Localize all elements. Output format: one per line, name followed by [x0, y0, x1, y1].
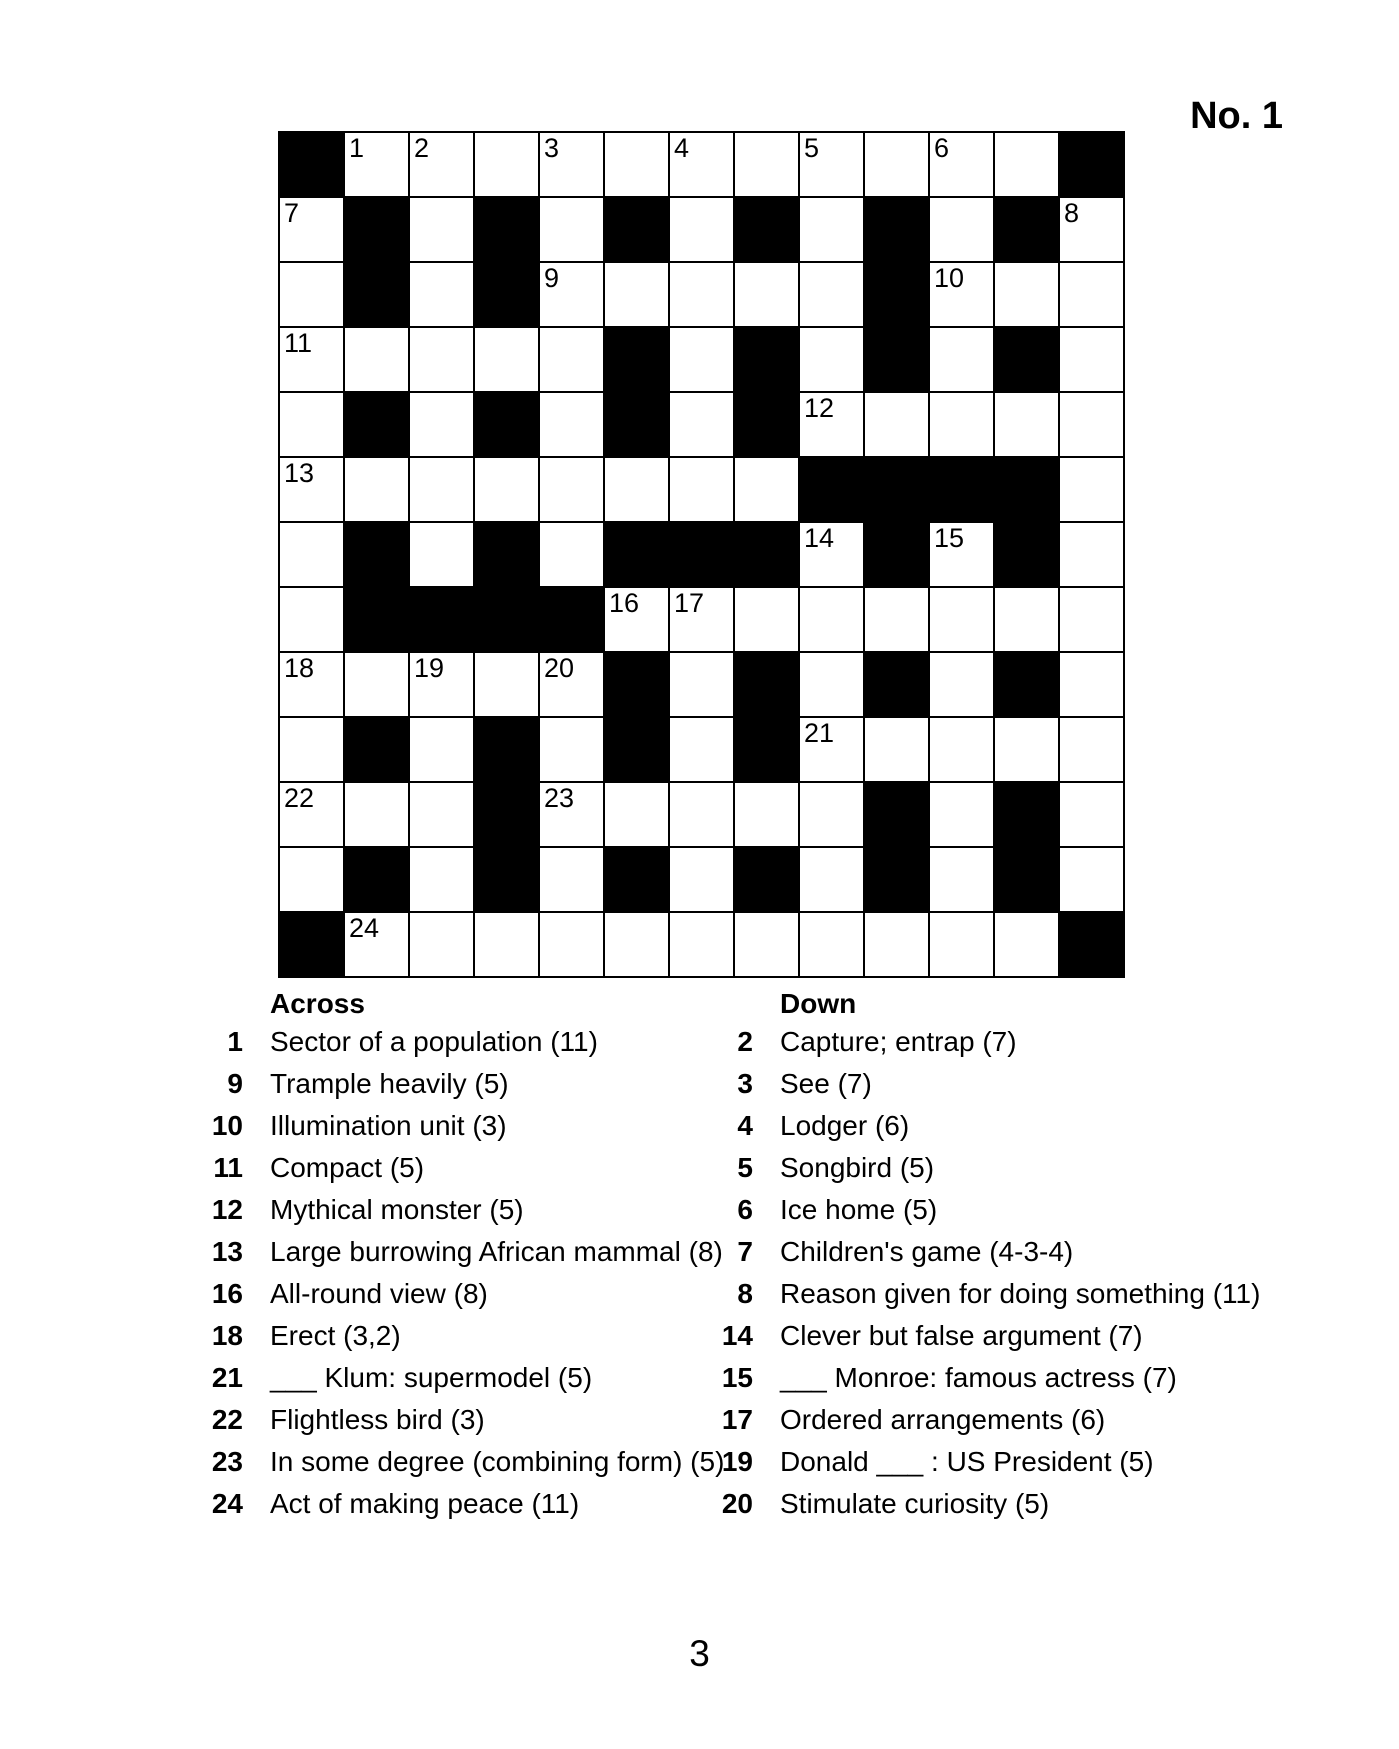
grid-cell	[540, 913, 603, 976]
grid-cell	[930, 133, 993, 196]
cell-number: 17	[674, 588, 705, 618]
down-clue-14	[708, 1320, 1260, 1352]
cell-number: 21	[804, 718, 835, 748]
down-clue-15	[708, 1362, 1260, 1394]
grid-cell	[280, 718, 343, 781]
cell-number: 5	[804, 133, 820, 163]
clue-text: Compact (5)	[270, 1152, 425, 1183]
clue-number: 3	[737, 1068, 753, 1099]
grid-cell	[800, 198, 863, 261]
grid-cell	[540, 848, 603, 911]
grid-cell-black	[865, 198, 928, 261]
grid-cell	[670, 133, 733, 196]
down-clue-20	[708, 1488, 1260, 1520]
across-clues-column	[198, 988, 724, 1520]
clue-text: Lodger (6)	[780, 1110, 910, 1141]
grid-cell	[670, 783, 733, 846]
clue-text: Illumination unit (3)	[270, 1110, 507, 1141]
clue-number: 16	[211, 1278, 243, 1309]
down-clue-6	[708, 1194, 1260, 1226]
grid-cell	[930, 913, 993, 976]
grid-cell-black	[930, 458, 993, 521]
grid-cell	[605, 913, 668, 976]
grid-cell-black	[475, 718, 538, 781]
grid-cell	[605, 263, 668, 326]
grid-cell	[670, 848, 733, 911]
cell-number: 8	[1064, 198, 1080, 228]
grid-cell	[1060, 458, 1123, 521]
grid-cell-black	[540, 588, 603, 651]
cell-number: 23	[544, 783, 575, 813]
across-clue-24	[198, 1488, 724, 1520]
clue-number: 18	[211, 1320, 243, 1351]
grid-cell-black	[345, 588, 408, 651]
page-number: 3	[689, 1633, 710, 1674]
grid-cell	[1060, 653, 1123, 716]
cell-number: 22	[284, 783, 315, 813]
grid-cell	[930, 718, 993, 781]
grid-cell	[345, 653, 408, 716]
clue-text: Mythical monster (5)	[270, 1194, 524, 1225]
grid-cell-black	[1060, 133, 1123, 196]
grid-cell	[800, 913, 863, 976]
grid-cell	[1060, 848, 1123, 911]
grid-cell	[670, 913, 733, 976]
grid-cell	[670, 263, 733, 326]
clue-text: Reason given for doing something (11)	[780, 1278, 1261, 1309]
grid-cell-black	[865, 523, 928, 586]
cell-number: 9	[544, 263, 560, 293]
clue-text: Donald ___ : US President (5)	[780, 1446, 1154, 1477]
cell-number: 3	[544, 133, 560, 163]
grid-cell	[540, 783, 603, 846]
clue-text: Capture; entrap (7)	[780, 1026, 1017, 1057]
grid-cell	[540, 133, 603, 196]
grid-cell-black	[995, 328, 1058, 391]
grid-cell-black	[670, 523, 733, 586]
grid-cell	[540, 198, 603, 261]
grid-cell-black	[865, 263, 928, 326]
grid-cell-black	[475, 393, 538, 456]
cell-number: 15	[934, 523, 965, 553]
grid-cell-black	[345, 263, 408, 326]
grid-cell	[865, 133, 928, 196]
grid-cell	[800, 653, 863, 716]
clue-text: All-round view (8)	[270, 1278, 488, 1309]
cell-number: 10	[934, 263, 965, 293]
grid-cell	[345, 913, 408, 976]
grid-cell	[475, 328, 538, 391]
grid-cell	[735, 783, 798, 846]
grid-cell	[605, 783, 668, 846]
grid-cell	[1060, 783, 1123, 846]
grid-cell	[930, 523, 993, 586]
down-clue-19	[708, 1446, 1260, 1478]
grid-cell	[995, 588, 1058, 651]
grid-cell	[930, 783, 993, 846]
across-clue-10	[198, 1110, 724, 1142]
grid-cell	[280, 523, 343, 586]
grid-cell	[995, 133, 1058, 196]
grid-cell-black	[735, 718, 798, 781]
grid-cell-black	[345, 523, 408, 586]
across-clue-9	[198, 1068, 724, 1100]
grid-cell	[930, 263, 993, 326]
cell-number: 13	[284, 458, 315, 488]
grid-cell	[800, 783, 863, 846]
clue-number: 7	[737, 1236, 753, 1267]
down-clue-4	[708, 1110, 1260, 1142]
grid-cell	[735, 263, 798, 326]
grid-cell	[280, 653, 343, 716]
across-clue-11	[198, 1152, 724, 1184]
clue-number: 9	[227, 1068, 243, 1099]
grid-cell-black	[345, 848, 408, 911]
grid-cell	[410, 328, 473, 391]
grid-cell	[410, 913, 473, 976]
clue-number: 12	[211, 1194, 243, 1225]
grid-cell	[1060, 718, 1123, 781]
grid-cell	[410, 458, 473, 521]
grid-cell	[735, 133, 798, 196]
clue-text: Act of making peace (11)	[270, 1488, 580, 1519]
clue-number: 17	[721, 1404, 753, 1435]
grid-cell-black	[735, 523, 798, 586]
clue-text: Songbird (5)	[780, 1152, 935, 1183]
grid-cell	[605, 458, 668, 521]
grid-cell-black	[280, 133, 343, 196]
grid-cell	[605, 133, 668, 196]
grid-cell-black	[1060, 913, 1123, 976]
grid-cell	[1060, 588, 1123, 651]
grid-cell	[995, 263, 1058, 326]
grid-cell	[930, 653, 993, 716]
clue-number: 19	[721, 1446, 753, 1477]
grid-cell-black	[865, 653, 928, 716]
grid-cell-black	[345, 198, 408, 261]
clue-number: 1	[227, 1026, 243, 1057]
grid-cell-black	[800, 458, 863, 521]
grid-cell	[800, 328, 863, 391]
crossword-grid	[278, 131, 1125, 978]
grid-cell	[280, 263, 343, 326]
clue-number: 24	[211, 1488, 243, 1519]
grid-cell-black	[735, 848, 798, 911]
grid-cell	[280, 588, 343, 651]
cell-number: 20	[544, 653, 575, 683]
down-header: Down	[780, 988, 857, 1019]
grid-cell	[800, 523, 863, 586]
grid-cell	[605, 588, 668, 651]
across-clue-1	[198, 1026, 724, 1058]
grid-cell	[280, 328, 343, 391]
grid-cell	[410, 393, 473, 456]
grid-cell	[670, 458, 733, 521]
clue-text: Clever but false argument (7)	[780, 1320, 1143, 1351]
grid-cell-black	[475, 588, 538, 651]
grid-cell-black	[345, 393, 408, 456]
across-clue-12	[198, 1194, 724, 1226]
grid-cell-black	[995, 653, 1058, 716]
grid-cell	[1060, 393, 1123, 456]
clue-text: See (7)	[780, 1068, 872, 1099]
clue-number: 8	[737, 1278, 753, 1309]
grid-cell-black	[865, 328, 928, 391]
clue-text: Trample heavily (5)	[270, 1068, 509, 1099]
grid-cell-black	[345, 718, 408, 781]
grid-cell	[930, 393, 993, 456]
grid-cell	[345, 458, 408, 521]
grid-cell-black	[475, 848, 538, 911]
down-clues-column	[708, 988, 1260, 1520]
clue-text: In some degree (combining form) (5)	[270, 1446, 725, 1477]
grid-cell	[800, 263, 863, 326]
grid-cell-black	[280, 913, 343, 976]
clue-number: 21	[211, 1362, 243, 1393]
grid-cell-black	[735, 653, 798, 716]
clue-text: Flightless bird (3)	[270, 1404, 485, 1435]
across-clue-23	[198, 1446, 724, 1478]
grid-cell-black	[605, 393, 668, 456]
grid-cell	[670, 653, 733, 716]
grid-cell	[410, 718, 473, 781]
grid-cell	[410, 848, 473, 911]
clue-number: 14	[721, 1320, 753, 1351]
down-clue-3	[708, 1068, 1260, 1100]
clue-text: Erect (3,2)	[270, 1320, 401, 1351]
grid-cell	[735, 913, 798, 976]
grid-cell	[475, 913, 538, 976]
down-clue-2	[708, 1026, 1260, 1058]
grid-cell	[865, 393, 928, 456]
grid-cell-black	[475, 263, 538, 326]
grid-cell	[540, 718, 603, 781]
clue-text: Large burrowing African mammal (8)	[270, 1236, 723, 1267]
grid-cell	[800, 718, 863, 781]
grid-cell	[995, 913, 1058, 976]
grid-cell	[540, 328, 603, 391]
grid-cell	[540, 393, 603, 456]
grid-cell	[475, 133, 538, 196]
grid-cell	[280, 848, 343, 911]
grid-cell-black	[605, 653, 668, 716]
grid-cell-black	[735, 328, 798, 391]
puzzle-title: No. 1	[1190, 95, 1283, 137]
grid-cell-black	[995, 458, 1058, 521]
grid-cell	[540, 653, 603, 716]
cell-number: 18	[284, 653, 315, 683]
grid-cell	[670, 588, 733, 651]
grid-cell	[995, 718, 1058, 781]
clue-number: 2	[737, 1026, 753, 1057]
down-clue-7	[708, 1236, 1260, 1268]
cell-number: 4	[674, 133, 690, 163]
grid-cell-black	[605, 718, 668, 781]
across-clue-18	[198, 1320, 724, 1352]
down-clue-17	[708, 1404, 1260, 1436]
grid-cell	[410, 653, 473, 716]
grid-cell-black	[605, 848, 668, 911]
grid-cell-black	[995, 198, 1058, 261]
cell-number: 14	[804, 523, 835, 553]
grid-cell	[540, 263, 603, 326]
across-clue-21	[198, 1362, 724, 1394]
grid-cell-black	[865, 783, 928, 846]
grid-cell	[735, 588, 798, 651]
cell-number: 12	[804, 393, 835, 423]
grid-cell	[865, 718, 928, 781]
across-header: Across	[270, 988, 365, 1019]
grid-cell	[995, 393, 1058, 456]
grid-cell-black	[995, 783, 1058, 846]
cell-number: 2	[414, 133, 430, 163]
grid-cell	[410, 133, 473, 196]
grid-cell	[670, 718, 733, 781]
across-clue-16	[198, 1278, 724, 1310]
clue-number: 6	[737, 1194, 753, 1225]
cell-number: 19	[414, 653, 445, 683]
grid-cell	[345, 328, 408, 391]
clue-text: Ordered arrangements (6)	[780, 1404, 1106, 1435]
grid-cell-black	[410, 588, 473, 651]
grid-cell	[865, 913, 928, 976]
grid-cell-black	[605, 198, 668, 261]
grid-cell	[540, 458, 603, 521]
clue-number: 4	[737, 1110, 753, 1141]
grid-cell-black	[995, 523, 1058, 586]
grid-cell-black	[605, 328, 668, 391]
down-clue-list	[708, 1026, 1260, 1520]
grid-cell	[930, 328, 993, 391]
grid-cell	[670, 393, 733, 456]
grid-cell	[1060, 328, 1123, 391]
grid-cell-black	[475, 198, 538, 261]
grid-cell	[475, 458, 538, 521]
grid-cell	[410, 523, 473, 586]
grid-cell-black	[995, 848, 1058, 911]
clue-text: ___ Monroe: famous actress (7)	[780, 1362, 1177, 1393]
across-clue-13	[198, 1236, 724, 1268]
grid-cell-black	[475, 783, 538, 846]
grid-cell	[410, 198, 473, 261]
cell-number: 1	[349, 133, 365, 163]
grid-cell	[670, 328, 733, 391]
grid-cell	[865, 588, 928, 651]
grid-cell	[800, 588, 863, 651]
grid-cell	[800, 133, 863, 196]
grid-cell-black	[865, 848, 928, 911]
grid-cell	[280, 393, 343, 456]
clue-number: 15	[721, 1362, 753, 1393]
grid-cell	[800, 393, 863, 456]
clue-number: 11	[213, 1152, 243, 1183]
clue-number: 22	[211, 1404, 243, 1435]
grid-cell	[735, 458, 798, 521]
grid-cell	[280, 458, 343, 521]
clue-number: 5	[737, 1152, 753, 1183]
grid-cell	[345, 133, 408, 196]
cell-number: 16	[609, 588, 640, 618]
cell-number: 6	[934, 133, 950, 163]
cell-number: 24	[349, 913, 380, 943]
grid-cell	[670, 198, 733, 261]
grid-cell	[1060, 523, 1123, 586]
clue-number: 13	[211, 1236, 243, 1267]
grid-cell-black	[475, 523, 538, 586]
grid-cell	[930, 198, 993, 261]
grid-cell-black	[605, 523, 668, 586]
clue-text: Stimulate curiosity (5)	[780, 1488, 1050, 1519]
grid-cell	[410, 783, 473, 846]
down-clue-8	[708, 1278, 1260, 1310]
cell-number: 11	[284, 328, 313, 358]
grid-cell	[1060, 263, 1123, 326]
grid-cell-black	[735, 393, 798, 456]
grid-cell	[930, 588, 993, 651]
clue-text: Ice home (5)	[780, 1194, 938, 1225]
down-clue-5	[708, 1152, 1260, 1184]
grid-cell	[475, 653, 538, 716]
grid-cell	[410, 263, 473, 326]
across-clue-22	[198, 1404, 724, 1436]
clue-text: ___ Klum: supermodel (5)	[270, 1362, 593, 1393]
cell-number: 7	[284, 198, 300, 228]
grid-cell	[1060, 198, 1123, 261]
grid-cell	[800, 848, 863, 911]
across-clue-list	[198, 1026, 724, 1520]
grid-cell	[345, 783, 408, 846]
grid-cell-black	[735, 198, 798, 261]
grid-cell-black	[865, 458, 928, 521]
clue-number: 10	[211, 1110, 243, 1141]
grid-cell	[540, 523, 603, 586]
clue-number: 23	[211, 1446, 243, 1477]
grid-cell	[280, 783, 343, 846]
grid-cell	[280, 198, 343, 261]
grid-cell	[930, 848, 993, 911]
clue-number: 20	[721, 1488, 753, 1519]
clue-text: Sector of a population (11)	[270, 1026, 598, 1057]
clue-text: Children's game (4-3-4)	[780, 1236, 1074, 1267]
